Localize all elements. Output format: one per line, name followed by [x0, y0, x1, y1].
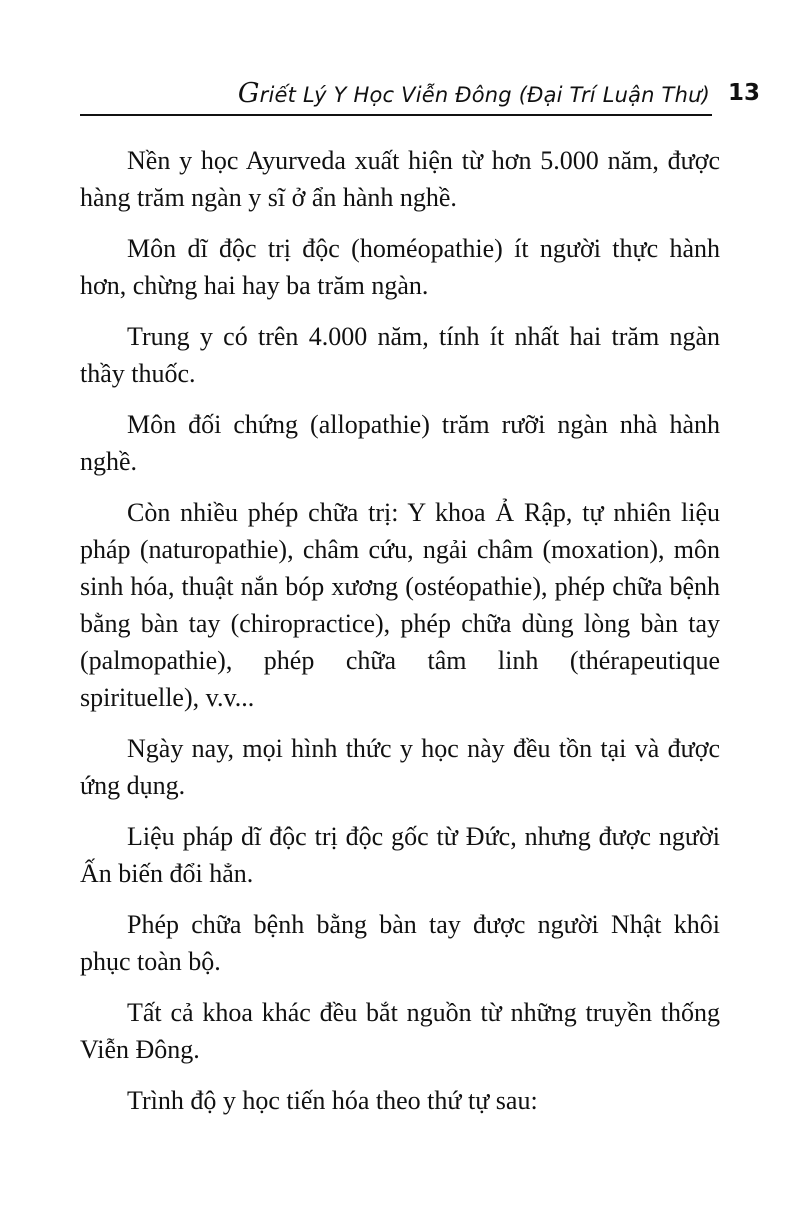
header-title-text: riết Lý Y Học Viễn Đông (Đại Trí Luận Thư) [259, 83, 710, 107]
header-rule [80, 114, 712, 116]
paragraph: Phép chữa bệnh bằng bàn tay được người Nhật khôi phục toàn bộ. [80, 910, 720, 976]
paragraph: Môn đối chứng (allopathie) trăm rưỡi ngàn nhà hành nghề. [80, 410, 720, 476]
paragraph: Môn dĩ độc trị độc (homéopathie) ít người thực hành hơn, chừng hai hay ba trăm ngàn. [80, 234, 720, 300]
body-text [80, 142, 720, 1133]
paragraph: Nền y học Ayurveda xuất hiện từ hơn 5.000 năm, được hàng trăm ngàn y sĩ ở ẩn hành nghề. [80, 146, 720, 212]
paragraph: Liệu pháp dĩ độc trị độc gốc từ Đức, nhưng được người Ấn biến đổi hẳn. [80, 822, 720, 888]
paragraph: Còn nhiều phép chữa trị: Y khoa Ả Rập, tự nhiên liệu pháp (naturopathie), châm cứu, ngải châm (moxation), môn sinh hóa, thuật nắn bóp xương (ostéopathie), phép chữa bệnh bằng bàn tay (chiropractice), phép chữa dùng lòng bàn tay (palmopathie), phép chữa tâm linh (thérapeutique spirituelle), v.v... [80, 498, 720, 712]
paragraph: Trình độ y học tiến hóa theo thứ tự sau: [127, 1086, 538, 1115]
running-header-title [238, 78, 710, 109]
running-header [80, 78, 760, 118]
paragraph: Tất cả khoa khác đều bắt nguồn từ những truyền thống Viễn Đông. [80, 998, 720, 1064]
paragraph: Ngày nay, mọi hình thức y học này đều tồn tại và được ứng dụng. [80, 734, 720, 800]
page-number: 13 [727, 80, 760, 106]
paragraph: Trung y có trên 4.000 năm, tính ít nhất hai trăm ngàn thầy thuốc. [80, 322, 720, 388]
header-title-initial: G [237, 78, 260, 109]
